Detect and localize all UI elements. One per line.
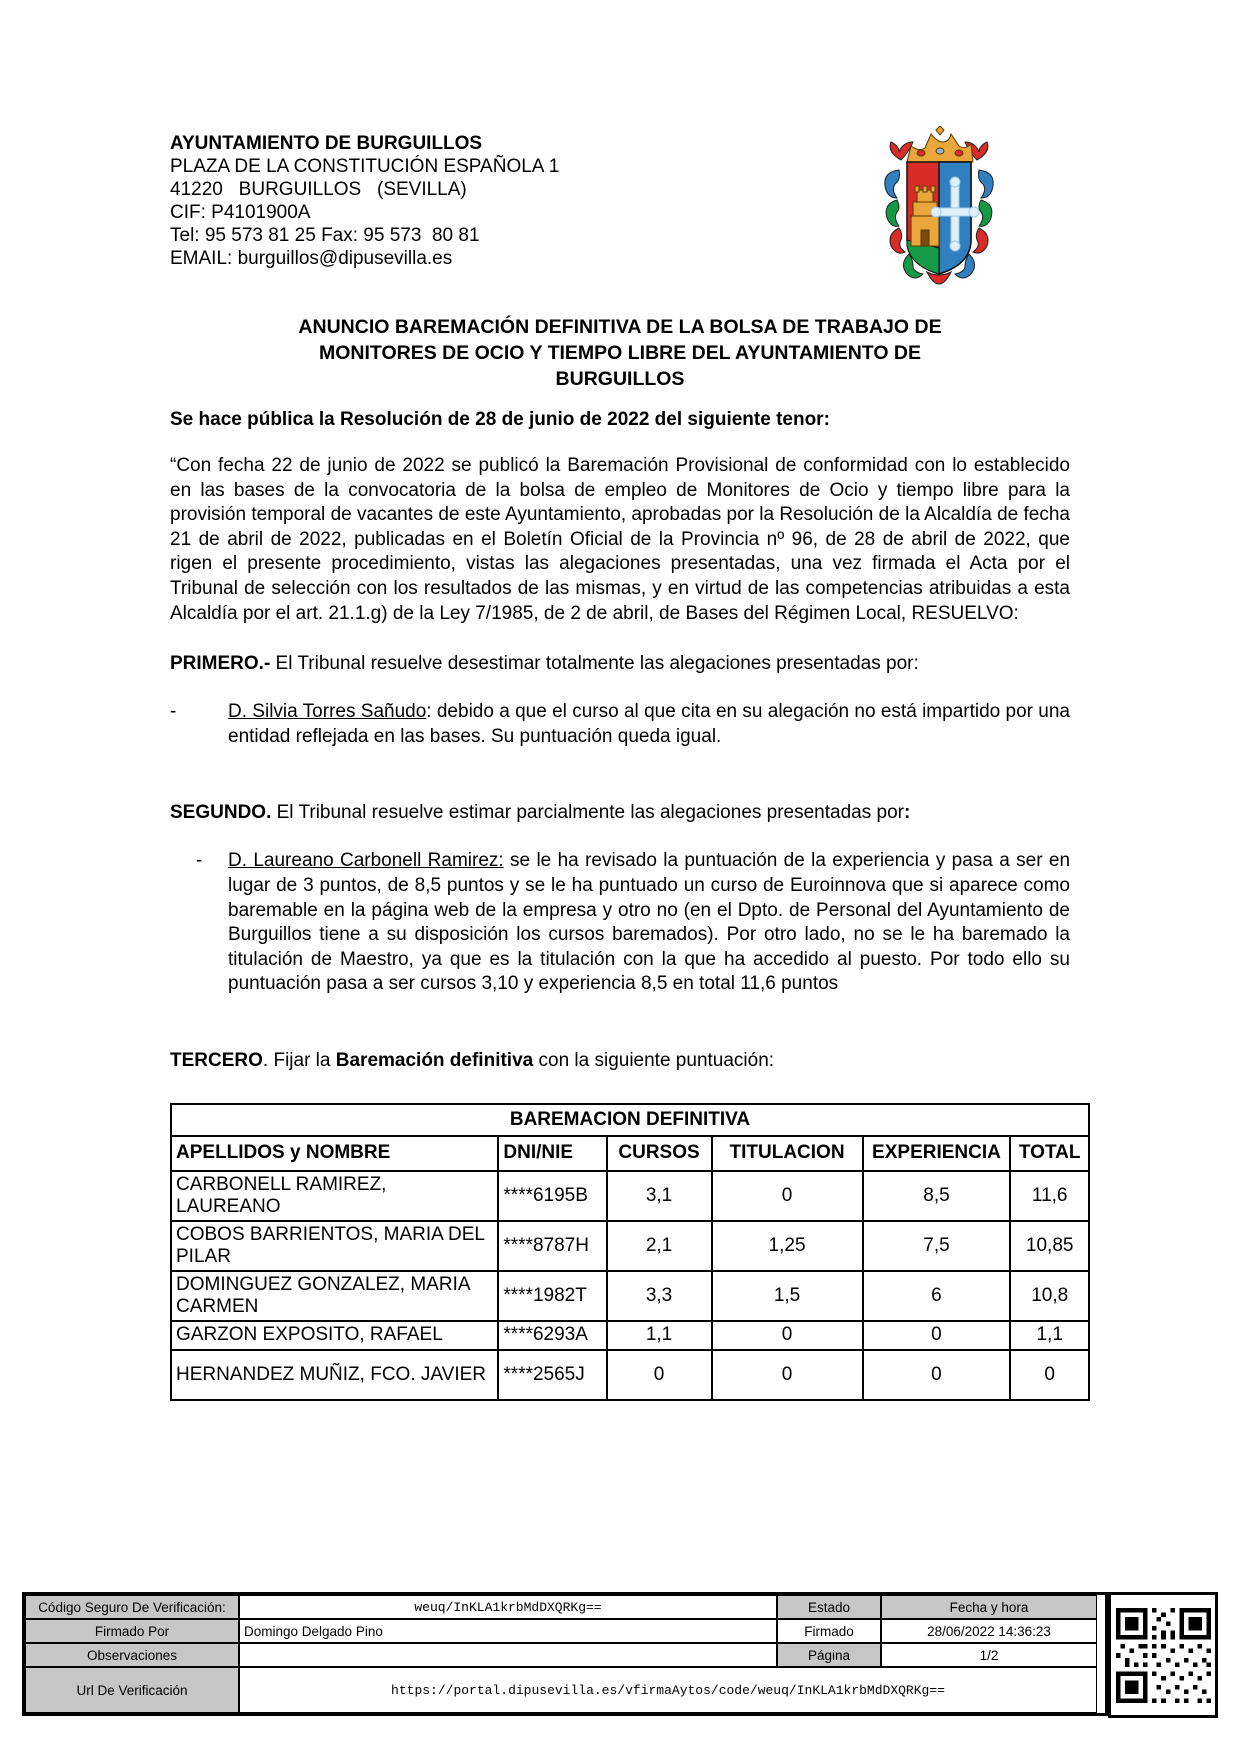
cell-experiencia: 7,5 [863,1221,1011,1271]
table-header-row [171,1136,1089,1171]
col-total: TOTAL [1010,1136,1089,1171]
alegante-resolution: se le ha revisado la puntuación de la experiencia y pasa a ser en lugar de 3 puntos, de 8,5 puntos y se le ha puntuado un curso de Euroinnova que si aparece como baremable en la página web de la empresa y otro no (en el Dpto. de Personal del Ayuntamiento de Burguillos tiene a su disposición los cursos baremados). Por otro lado, no se le ha baremado la titulación de Maestro, ya que es la titulación con la que ha accedido al puesto. Por todo ello su puntuación pasa a ser cursos 3,10 y experiencia 8,5 en total 11,6 puntos [228,850,1071,995]
table-row [171,1271,1089,1321]
page-title [190,314,1050,392]
title-line-1: ANUNCIO BAREMACIÓN DEFINITIVA DE LA BOLSA DE TRABAJO DE [298,316,942,338]
cell-experiencia: 6 [863,1271,1011,1321]
cell-total: 11,6 [1010,1171,1089,1221]
tercero-mid: . Fijar la [262,1049,336,1071]
cell-total: 10,8 [1010,1271,1089,1321]
cell-titulacion: 0 [712,1171,863,1221]
cell-nombre: HERNANDEZ MUÑIZ, FCO. JAVIER [171,1350,498,1400]
segundo-bullet [170,849,1070,997]
resolution-intro: Se hace pública la Resolución de 28 de junio de 2022 del siguiente tenor: [170,409,830,430]
cell-experiencia: 8,5 [863,1171,1011,1221]
cell-total: 1,1 [1010,1321,1089,1350]
section-tercero [170,1049,1070,1073]
org-name: AYUNTAMIENTO DE BURGUILLOS [170,133,483,154]
segundo-label: SEGUNDO. [170,802,272,824]
cell-cursos: 1,1 [607,1321,712,1350]
segundo-text: El Tribunal resuelve estimar parcialmente las alegaciones presentadas por [271,802,904,824]
qr-code-box [1108,1592,1218,1718]
col-apellidos: APELLIDOS y NOMBRE [171,1136,498,1171]
resolution-body: “Con fecha 22 de junio de 2022 se publicó la Baremación Provisional de conformidad con lo establecido en las bases de la convocatoria de la bolsa de empleo de Monitores de Ocio y tiempo libre para la provisión temporal de vacantes de este Ayuntamiento, aprobadas por la Resolución de la Alcaldía de fecha 21 de abril de 2022, publicadas en el Boletín Oficial de la Provincia nº 96, de 28 de abril de 2022, que rigen el presente procedimiento, vistas las alegaciones presentadas, una vez firmada el Acta por el Tribunal de selección con los resultados de las mismas, y en virtud de las competencias atribuidas a esta Alcaldía por el art. 21.1.g) de la Ley 7/1985, de 2 de abril, de Bases del Régimen Local, RESUELVO: [170,455,1070,624]
qr-code-icon [1116,1608,1211,1703]
cell-experiencia: 0 [863,1321,1011,1350]
org-city: 41220 BURGUILLOS (SEVILLA) [170,179,467,200]
firmado-por-value: Domingo Delgado Pino [239,1619,777,1643]
table-row [171,1350,1089,1400]
table-row [171,1221,1089,1271]
table-row [171,1321,1089,1350]
cell-titulacion: 1,25 [712,1221,863,1271]
primero-bullet-text [228,700,1070,749]
fecha-header: Fecha y hora [881,1595,1097,1619]
verification-footer [22,1592,1108,1716]
cell-titulacion: 1,5 [712,1271,863,1321]
cell-dni: ****2565J [498,1350,606,1400]
estado-header: Estado [777,1595,881,1619]
table-title: BAREMACION DEFINITIVA [171,1104,1089,1136]
cell-dni: ****6195B [498,1171,606,1221]
section-primero [170,652,1070,676]
csv-value: weuq/InKLA1krbMdDXQRKg== [239,1595,777,1619]
col-titulacion: TITULACION [712,1136,863,1171]
primero-text: El Tribunal resuelve desestimar totalmente las alegaciones presentadas por: [270,653,919,675]
cell-nombre: CARBONELL RAMIREZ, LAUREANO [171,1171,498,1221]
observaciones-label: Observaciones [25,1643,239,1667]
cell-dni: ****8787H [498,1221,606,1271]
cell-nombre: COBOS BARRIENTOS, MARIA DEL PILAR [171,1221,498,1271]
cell-cursos: 3,1 [607,1171,712,1221]
firmado-por-label: Firmado Por [25,1619,239,1643]
alegante-name: D. Laureano Carbonell Ramirez: [228,850,504,872]
cell-dni: ****6293A [498,1321,606,1350]
table-row [171,1171,1089,1221]
cell-experiencia: 0 [863,1350,1011,1400]
cell-dni: ****1982T [498,1271,606,1321]
segundo-bullet-text [228,849,1070,997]
cell-total: 0 [1010,1350,1089,1400]
tercero-rest: con la siguiente puntuación: [533,1049,775,1071]
pagina-label: Página [777,1643,881,1667]
cell-nombre: GARZON EXPOSITO, RAFAEL [171,1321,498,1350]
fecha-value: 28/06/2022 14:36:23 [881,1619,1097,1643]
url-value: https://portal.dipusevilla.es/vfirmaAytos/code/weuq/InKLA1krbMdDXQRKg== [239,1667,1097,1713]
cell-cursos: 2,1 [607,1221,712,1271]
csv-label: Código Seguro De Verificación: [25,1595,239,1619]
bullet-dash: - [196,850,203,872]
col-cursos: CURSOS [607,1136,712,1171]
org-tel-fax: Tel: 95 573 81 25 Fax: 95 573 80 81 [170,225,480,246]
title-line-3: BURGUILLOS [555,368,685,390]
cell-titulacion: 0 [712,1350,863,1400]
observaciones-value [239,1643,777,1667]
estado-value: Firmado [777,1619,881,1643]
title-line-2: MONITORES DE OCIO Y TIEMPO LIBRE DEL AYUNTAMIENTO DE [318,342,922,364]
cell-nombre: DOMINGUEZ GONZALEZ, MARIA CARMEN [171,1271,498,1321]
escudo-icon [863,126,1015,290]
tercero-label: TERCERO [170,1049,263,1071]
org-address: PLAZA DE LA CONSTITUCIÓN ESPAÑOLA 1 [170,156,560,177]
alegante-resolution: : debido a que el curso al que cita en su alegación no está impartido por una entidad reflejada en las bases. Su puntuación queda igual. [228,701,1070,747]
alegante-name: D. Silvia Torres Sañudo [228,701,427,723]
cell-titulacion: 0 [712,1321,863,1350]
baremacion-table [170,1103,1090,1401]
segundo-colon: : [903,802,911,824]
document-content [170,132,1081,1401]
primero-label: PRIMERO.- [170,653,271,675]
bullet-dash: - [170,701,177,723]
primero-bullet [170,700,1070,749]
col-experiencia: EXPERIENCIA [863,1136,1011,1171]
cell-cursos: 3,3 [607,1271,712,1321]
cell-cursos: 0 [607,1350,712,1400]
cell-total: 10,85 [1010,1221,1089,1271]
pagina-value: 1/2 [881,1643,1097,1667]
url-label: Url De Verificación [25,1667,239,1713]
org-email: EMAIL: burguillos@dipusevilla.es [170,248,453,269]
coat-of-arms-logo [863,126,1015,290]
col-dni: DNI/NIE [498,1136,606,1171]
section-segundo [170,801,1070,825]
tercero-bold: Baremación definitiva [335,1049,534,1071]
org-cif: CIF: P4101900A [170,202,311,223]
